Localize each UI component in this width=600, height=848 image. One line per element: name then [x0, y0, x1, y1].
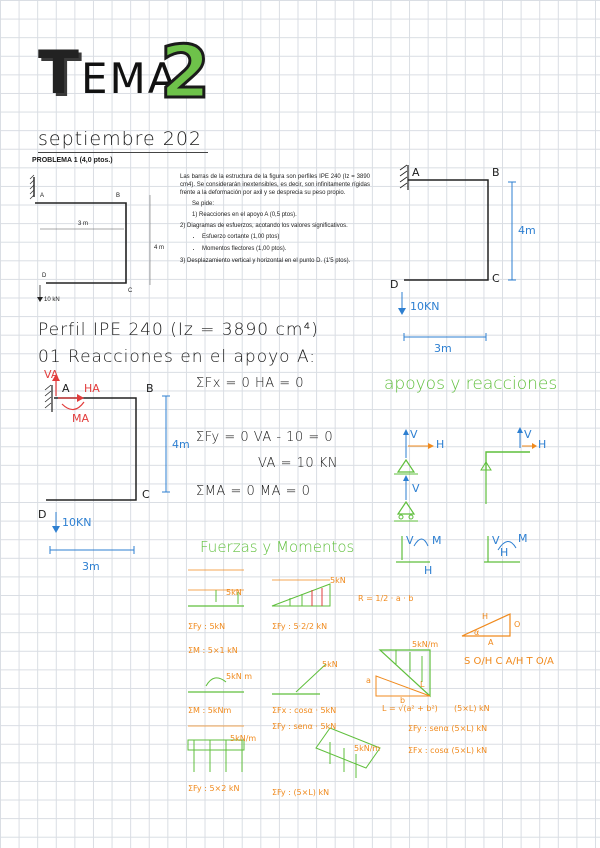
r-formula: R = 1/2 · a · b: [358, 594, 414, 603]
trap-label-l: L: [420, 680, 425, 689]
title-number: 2: [160, 30, 211, 114]
apoyo-v-4: V: [406, 534, 414, 547]
sum-fx-incline: ΣFx : cosα · 5kN: [272, 706, 337, 715]
trap-label-a: a: [366, 676, 371, 685]
fig-label-d: D: [42, 273, 47, 279]
sketch-top-load: 10KN: [410, 300, 440, 313]
bullet-1: • Esfuerzo cortante (1,00 ptos): [202, 233, 370, 241]
item-1: 1) Reacciones en el apoyo A (0,5 ptos).: [192, 212, 297, 218]
trig-identities: S O/H C A/H T O/A: [464, 656, 554, 667]
sketch-top-b: B: [492, 166, 500, 179]
main-label-a: A: [62, 382, 70, 395]
fig-label-a: A: [40, 193, 45, 199]
bullet-2: • Momentos flectores (1,00 ptos).: [202, 245, 370, 253]
main-label-c: C: [142, 488, 150, 501]
apoyo-v-5: V: [492, 534, 500, 547]
trap-resultant: (5×L) kN: [454, 704, 490, 713]
dist-load-1: 5kN: [226, 588, 242, 597]
reaction-ma: MA: [72, 412, 90, 425]
sketch-top-height: 4m: [518, 224, 536, 237]
fuerzas-heading: Fuerzas y Momentos: [200, 538, 355, 556]
apoyo-h-5: H: [500, 546, 509, 559]
apoyos-heading: apoyos y reacciones: [384, 374, 558, 394]
main-height: 4m: [172, 438, 190, 451]
sum-fy-5: ΣFy : senα (5×L) kN: [408, 724, 488, 733]
tri-label-alpha: α: [474, 628, 480, 637]
fig-load: 10 kN: [44, 297, 60, 303]
sum-fy-incline: ΣFy : senα · 5kN: [272, 722, 337, 731]
apoyo-m-4: M: [432, 534, 442, 547]
reaction-ha: HA: [84, 382, 100, 395]
se-pide: Se pide:: [192, 201, 215, 207]
tri-label-h: H: [482, 612, 489, 621]
reaction-va: VA: [44, 368, 59, 381]
sketch-top-c: C: [492, 272, 500, 285]
apoyo-v-1: V: [410, 428, 418, 441]
fig-label-c: C: [128, 288, 133, 294]
sum-fy-2: ΣFy : 5·2/2 kN: [272, 622, 328, 631]
eq-sum-ma: ΣMA = 0 MA = 0: [196, 484, 311, 499]
trap-load: 5kN/m: [412, 640, 439, 649]
eq-va-result: VA = 10 KN: [258, 456, 339, 471]
apoyo-m-5: M: [518, 532, 528, 545]
incline-load: 5kN: [322, 660, 338, 669]
sketch-top-a: A: [412, 166, 420, 179]
fig-width: 3 m: [78, 221, 89, 227]
sum-fy-4: ΣFy : (5×L) kN: [272, 788, 330, 797]
apoyo-h-4: H: [424, 564, 433, 577]
eq-sum-fy: ΣFy = 0 VA - 10 = 0: [196, 430, 334, 445]
section-heading: 01 Reacciones en el apoyo A:: [38, 347, 317, 367]
apoyo-v-2: V: [412, 482, 420, 495]
date-heading: septiembre 202: [38, 128, 203, 150]
problem-intro: Las barras de la estructura de la figura son perfiles IPE 240 (Iz = 3890 cm4). Se considerarán inextensibles, es decir, son infinitamente rígidas frente a la deformación por axil y se desprecia su peso propio.: [180, 174, 370, 196]
item-2: 2) Diagramas de esfuerzos, acotando los valores significativos.: [180, 223, 348, 229]
fig-height: 4 m: [154, 245, 165, 251]
trap-label-b: b: [400, 696, 406, 705]
l-formula: L = √(a² + b²): [382, 704, 438, 713]
dist-load-2: 5kN: [330, 576, 346, 585]
dist-load-3: 5kN/m: [230, 734, 257, 743]
title-word: EMA: [80, 54, 179, 103]
apoyo-h-3: H: [538, 438, 547, 451]
dist-load-4: 5kN/m: [354, 744, 381, 753]
main-load: 10KN: [62, 516, 92, 529]
sketch-top-width: 3m: [434, 342, 452, 355]
sum-fy-3: ΣFy : 5×2 kN: [188, 784, 240, 793]
sum-m-1: ΣM : 5×1 kN: [188, 646, 238, 655]
tri-label-o: O: [514, 620, 521, 629]
fig-label-b: B: [116, 193, 121, 199]
item-3: 3) Desplazamiento vertical y horizontal en el punto D. (1'5 ptos).: [180, 258, 351, 264]
problem-title: PROBLEMA 1 (4,0 ptos.): [32, 157, 113, 164]
sketch-top-d: D: [390, 278, 399, 291]
main-width: 3m: [82, 560, 100, 573]
tri-label-a: A: [488, 638, 494, 647]
perfil-line: Perfil IPE 240 (Iz = 3890 cm⁴): [38, 320, 319, 340]
sum-m-2: ΣM : 5kNm: [188, 706, 232, 715]
sum-fy-1: ΣFy : 5kN: [188, 622, 226, 631]
main-label-b: B: [146, 382, 154, 395]
apoyo-h-1: H: [436, 438, 445, 451]
title-initial: T: [38, 38, 81, 108]
sum-fx-5: ΣFx : cosα (5×L) kN: [408, 746, 488, 755]
eq-sum-fx: ΣFx = 0 HA = 0: [196, 376, 305, 391]
main-label-d: D: [38, 508, 47, 521]
apoyo-v-3: V: [524, 428, 532, 441]
moment-label: 5kN m: [226, 672, 253, 681]
